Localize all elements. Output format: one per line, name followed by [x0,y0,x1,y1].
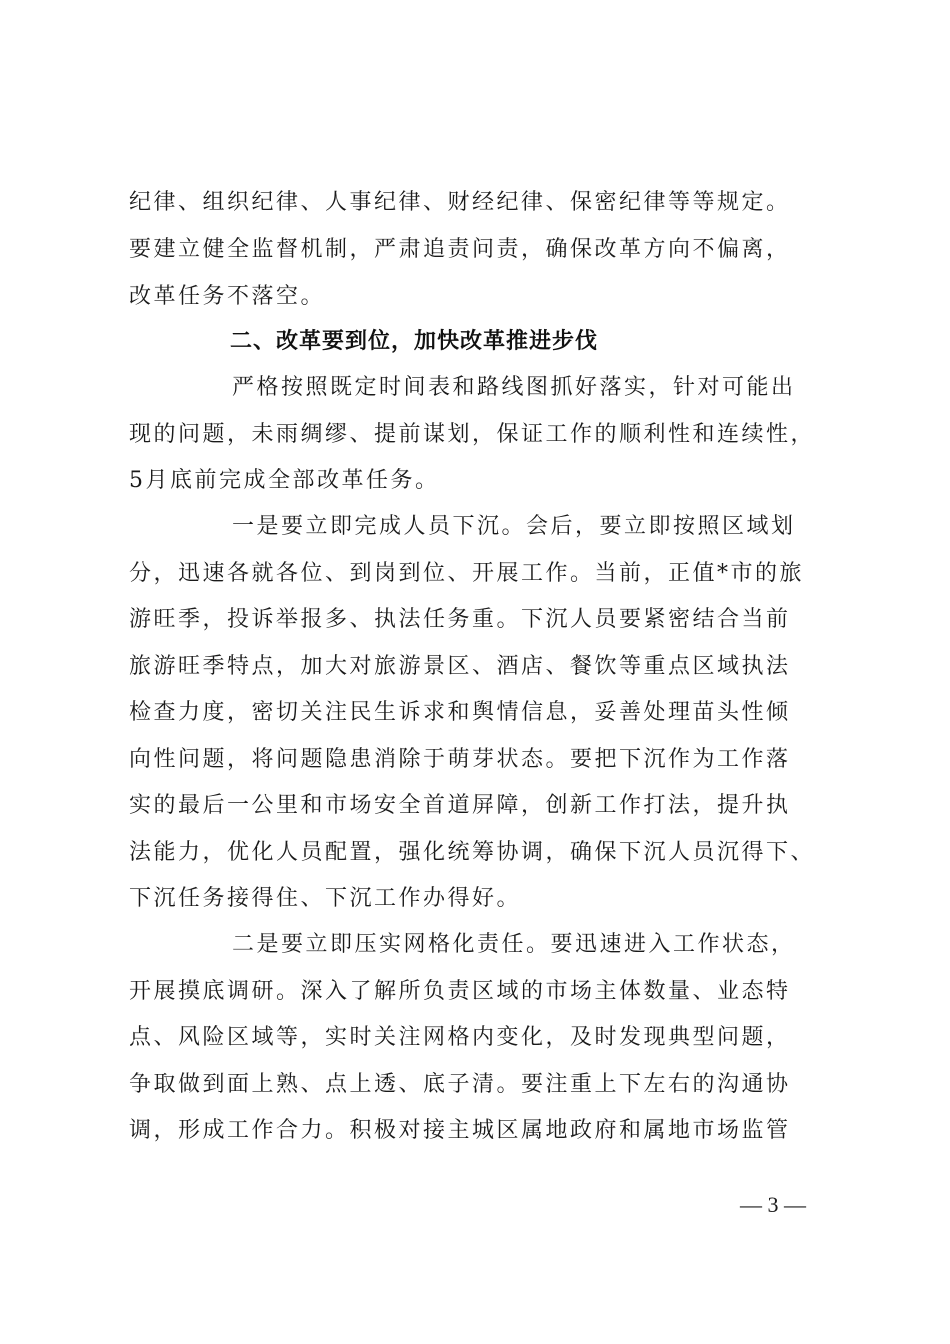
text-line: 纪律、组织纪律、人事纪律、财经纪律、保密纪律等等规定。 [129,190,791,215]
text-line: 向性问题，将问题隐患消除于萌芽状态。要把下沉作为工作落 [129,747,791,772]
text-line: 游旺季，投诉举报多、执法任务重。下沉人员要紧密结合当前 [129,607,791,632]
text-line: 开展摸底调研。深入了解所负责区域的市场主体数量、业态特 [129,979,791,1004]
text-line: 点、风险区域等，实时关注网格内变化，及时发现典型问题， [129,1025,791,1050]
text-line: 二是要立即压实网格化责任。要迅速进入工作状态， [232,932,796,957]
text-line: 要建立健全监督机制，严肃追责问责，确保改革方向不偏离， [129,237,791,262]
text-line: 争取做到面上熟、点上透、底子清。要注重上下左右的沟通协 [129,1072,791,1097]
text-line: 下沉任务接得住、下沉工作办得好。 [129,886,522,911]
text-line: 分，迅速各就各位、到岗到位、开展工作。当前，正值*市的旅 [129,561,805,586]
page-number: — 3 — [740,1192,806,1217]
text-line: 实的最后一公里和市场安全首道屏障，创新工作打法，提升执 [129,793,791,818]
text-line: 法能力，优化人员配置，强化统筹协调，确保下沉人员沉得下、 [129,840,816,865]
section-heading: 二、改革要到位，加快改革推进步伐 [230,329,599,354]
text-line: 5月底前完成全部改革任务。 [129,468,440,493]
text-line: 旅游旺季特点，加大对旅游景区、酒店、餐饮等重点区域执法 [129,654,791,679]
text-line: 改革任务不落空。 [129,284,326,309]
text-line: 严格按照既定时间表和路线图抓好落实，针对可能出 [232,375,796,400]
text-line: 调，形成工作合力。积极对接主城区属地政府和属地市场监管 [129,1118,791,1143]
text-line: 一是要立即完成人员下沉。会后，要立即按照区域划 [232,514,796,539]
text-line: 检查力度，密切关注民生诉求和舆情信息，妥善处理苗头性倾 [129,700,791,725]
text-line: 现的问题，未雨绸缪、提前谋划，保证工作的顺利性和连续性， [129,422,816,447]
